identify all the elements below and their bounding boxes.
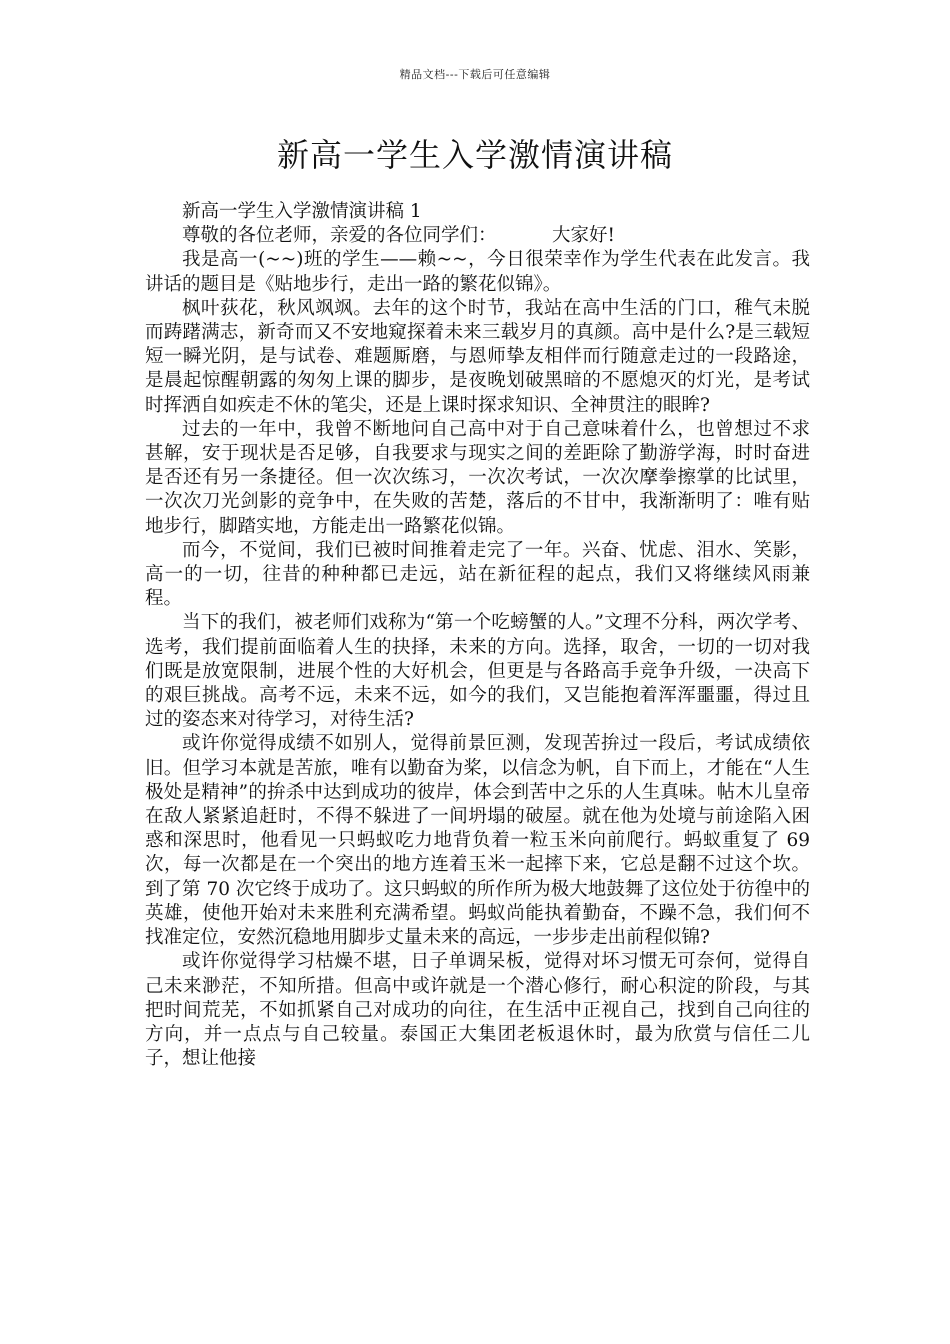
paragraph-5: 当下的我们，被老师们戏称为“第一个吃螃蟹的人。”文理不分科，两次学考、选考，我们提前面临着人生的抉择，未来的方向。选择，取舍，一切的一切对我们既是放宽限制，进展个性的大好机会，但更是与各路高手竞争升级，一决高下的艰巨挑战。高考不远，未来不远，如今的我们，又岂能抱着浑浑噩噩，得过且过的姿态来对待学习，对待生活? <box>145 612 810 731</box>
document-title: 新高一学生入学激情演讲稿 <box>276 136 673 174</box>
document-subtitle: 新高一学生入学激情演讲稿 1 <box>182 201 422 222</box>
paragraph-4: 而今，不觉间，我们已被时间推着走完了一年。兴奋、忧虑、泪水、笑影，高一的一切，往昔的种种都已走远，站在新征程的起点，我们又将继续风雨兼程。 <box>145 539 810 610</box>
greeting: 大家好! <box>552 225 615 247</box>
salutation: 尊敬的各位老师，亲爱的各位同学们： <box>182 225 497 247</box>
salutation-line <box>145 224 810 248</box>
paragraph-6: 或许你觉得成绩不如别人，觉得前景叵测，发现苦拚过一段后，考试成绩依旧。但学习本就是苦旅，唯有以勤奋为桨，以信念为帆，自下而上，才能在“人生极处是精神”的拚杀中达到成功的彼岸，体会到苦中之乐的人生真味。帖木儿皇帝在敌人紧紧追赶时，不得不躲进了一间坍塌的破屋。就在他为处境与前途陷入困惑和深思时，他看见一只蚂蚁吃力地背负着一粒玉米向前爬行。蚂蚁重复了 69 次，每一次都是在一个突出的地方连着玉米一起摔下来，它总是翻不过这个坎。到了第 70 次它终于成功了。这只蚂蚁的所作所为极大地鼓舞了这位处于彷徨中的英雄，使他开始对未来胜利充满希望。蚂蚁尚能执着勤奋，不躁不急，我们何不找准定位，安然沉稳地用脚步丈量未来的高远，一步步走出前程似锦? <box>145 733 810 949</box>
page-header-note: 精品文档---下载后可任意编辑 <box>399 68 551 81</box>
document-body <box>145 200 810 1071</box>
paragraph-2: 枫叶荻花，秋风飒飒。去年的这个时节，我站在高中生活的门口，稚气未脱而踌躇满志，新奇而又不安地窥探着未来三载岁月的真颜。高中是什么?是三载短短一瞬光阴，是与试卷、难题厮磨，与恩师挚友相伴而行随意走过的一段路途，是晨起惊醒朝露的匆匆上课的脚步，是夜晚划破黑暗的不愿熄灭的灯光，是考试时挥洒自如疾走不休的笔尖，还是上课时探求知识、全神贯注的眼眸? <box>145 297 810 416</box>
paragraph-7: 或许你觉得学习枯燥不堪，日子单调呆板，觉得对坏习惯无可奈何，觉得自己未来渺茫，不知所措。但高中或许就是一个潜心修行，耐心积淀的阶段，与其把时间荒芜，不如抓紧自己对成功的向往，在生活中正视自己，找到自己向往的方向，并一点点与自己较量。泰国正大集团老板退休时，最为欣赏与信任二儿子，想让他接 <box>145 951 810 1070</box>
paragraph-3: 过去的一年中，我曾不断地问自己高中对于自己意味着什么，也曾想过不求甚解，安于现状是否足够，自我要求与现实之间的差距除了勤游学海，时时奋进是否还有另一条捷径。但一次次练习，一次次考试，一次次摩拳擦掌的比试里，一次次刀光剑影的竞争中，在失败的苦楚，落后的不甘中，我渐渐明了：唯有贴地步行，脚踏实地，方能走出一路繁花似锦。 <box>145 418 810 537</box>
paragraph-1: 我是高一(~~)班的学生——赖~~，今日很荣幸作为学生代表在此发言。我讲话的题目是《贴地步行，走出一路的繁花似锦》。 <box>145 249 810 295</box>
